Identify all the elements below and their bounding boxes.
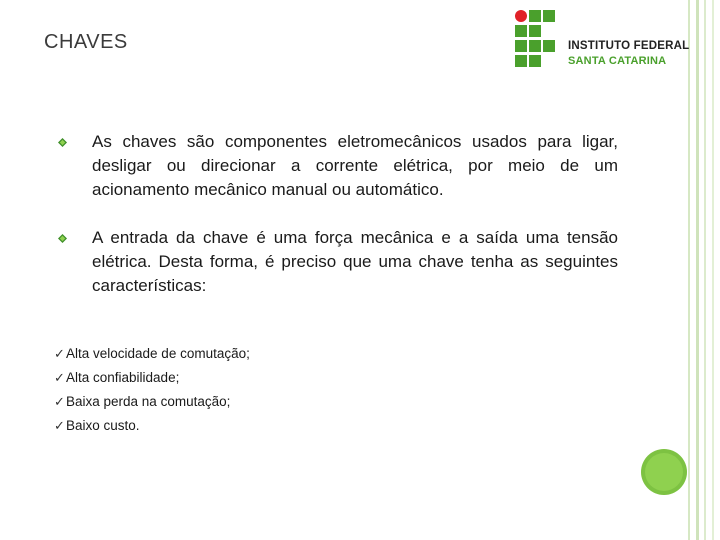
checklist-item [54, 414, 250, 438]
diamond-bullet-icon [58, 234, 67, 243]
bullet-item [58, 130, 618, 202]
bullet-list [58, 130, 618, 322]
logo-text-line1: INSTITUTO FEDERAL [568, 40, 690, 52]
institution-logo [512, 9, 692, 69]
checklist-text: Alta velocidade de comutação; [66, 346, 250, 361]
check-icon: ✓ [54, 394, 65, 409]
decorative-circle [641, 449, 687, 495]
checklist [54, 342, 250, 438]
slide-title: CHAVES [44, 31, 128, 53]
logo-text-line2: SANTA CATARINA [568, 55, 667, 67]
checklist-text: Baixo custo. [66, 418, 140, 433]
checklist-item [54, 342, 250, 366]
checklist-text: Alta confiabilidade; [66, 370, 180, 385]
decorative-rail [688, 0, 690, 540]
decorative-rail [712, 0, 714, 540]
checklist-text: Baixa perda na comutação; [66, 394, 231, 409]
bullet-item [58, 226, 618, 298]
check-icon: ✓ [54, 346, 65, 361]
decorative-rail [704, 0, 706, 540]
decorative-rail [696, 0, 699, 540]
diamond-bullet-icon [58, 138, 67, 147]
check-icon: ✓ [54, 370, 65, 385]
check-icon: ✓ [54, 418, 65, 433]
bullet-text: As chaves são componentes eletromecânicos usados para ligar, desligar ou direcionar a corrente elétrica, por meio de um acionamento mecânico manual ou automático. [92, 132, 618, 199]
checklist-item [54, 390, 250, 414]
if-logo-icon [512, 9, 568, 69]
checklist-item [54, 366, 250, 390]
bullet-text: A entrada da chave é uma força mecânica e a saída uma tensão elétrica. Desta forma, é preciso que uma chave tenha as seguintes características: [92, 228, 618, 295]
